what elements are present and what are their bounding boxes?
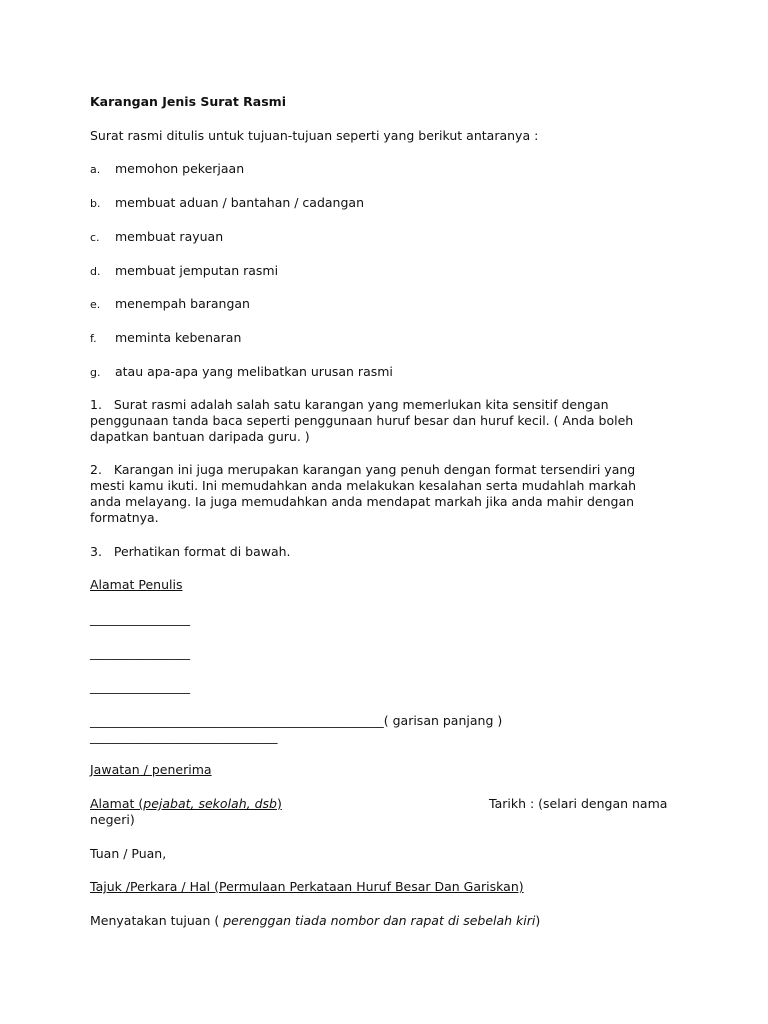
list-item [90, 229, 223, 246]
list-item [90, 364, 393, 381]
list-marker: g. [90, 366, 101, 379]
list-item-text: membuat aduan / bantahan / cadangan [115, 195, 364, 210]
tujuan-line [90, 913, 540, 929]
tujuan-label: Menyatakan tujuan ( [90, 913, 224, 928]
list-marker: f. [90, 332, 97, 345]
list-marker: c. [90, 231, 100, 244]
tajuk-heading: Tajuk /Perkara / Hal (Permulaan Perkataan Huruf Besar Dan Gariskan) [90, 879, 524, 894]
long-line-continuation: ______________________________ [90, 729, 278, 744]
alamat-heading [90, 796, 282, 812]
long-line-row [90, 713, 502, 729]
alamat-close: ) [276, 796, 282, 811]
point-2-line: mesti kamu ikuti. Ini memudahkan anda melakukan kesalahan serta mudahlah markah [90, 478, 637, 493]
point-1-line: penggunaan tanda baca seperti penggunaan huruf besar dan huruf kecil. ( Anda boleh [90, 413, 634, 428]
list-item [90, 161, 244, 178]
list-marker: b. [90, 197, 101, 210]
tujuan-close: ) [535, 913, 541, 928]
address-blank-line: ________________ [90, 679, 190, 694]
list-item-text: atau apa-apa yang melibatkan urusan rasmi [115, 364, 393, 379]
address-blank-line: ________________ [90, 611, 190, 626]
list-item-text: membuat jemputan rasmi [115, 263, 279, 278]
list-item [90, 330, 241, 347]
address-blank-line: ________________ [90, 645, 190, 660]
point-1-line: 1. Surat rasmi adalah salah satu karangan yang memerlukan kita sensitif dengan [90, 397, 609, 412]
jawatan-heading: Jawatan / penerima [90, 762, 212, 777]
salutation: Tuan / Puan, [90, 846, 167, 861]
document-title: Karangan Jenis Surat Rasmi [90, 94, 286, 109]
list-item [90, 263, 278, 280]
point-3-line: 3. Perhatikan format di bawah. [90, 544, 291, 559]
list-item [90, 296, 250, 313]
list-marker: a. [90, 163, 101, 176]
alamat-label: Alamat ( [90, 796, 144, 811]
long-line-note: ( garisan panjang ) [383, 713, 503, 728]
list-marker: e. [90, 298, 101, 311]
alamat-examples: pejabat, sekolah, dsb [143, 796, 277, 811]
list-item-text: membuat rayuan [115, 229, 224, 244]
list-marker: d. [90, 265, 101, 278]
tujuan-note: perenggan tiada nombor dan rapat di sebelah kiri [223, 913, 536, 928]
point-1-line: dapatkan bantuan daripada guru. ) [90, 429, 310, 444]
point-2-line: formatnya. [90, 510, 159, 525]
long-line: _______________________________________________ [90, 713, 384, 728]
tarikh-label: Tarikh : (selari dengan nama [489, 796, 668, 811]
list-item-text: menempah barangan [115, 296, 250, 311]
list-item [90, 195, 364, 212]
list-item-text: meminta kebenaran [115, 330, 242, 345]
point-2-line: 2. Karangan ini juga merupakan karangan yang penuh dengan format tersendiri yang [90, 462, 636, 477]
point-2-line: anda melayang. Ia juga memudahkan anda mendapat markah jika anda mahir dengan [90, 494, 635, 509]
tarikh-continuation: negeri) [90, 812, 135, 827]
list-item-text: memohon pekerjaan [115, 161, 245, 176]
alamat-penulis-heading: Alamat Penulis [90, 577, 183, 592]
intro-paragraph: Surat rasmi ditulis untuk tujuan-tujuan seperti yang berikut antaranya : [90, 128, 539, 143]
